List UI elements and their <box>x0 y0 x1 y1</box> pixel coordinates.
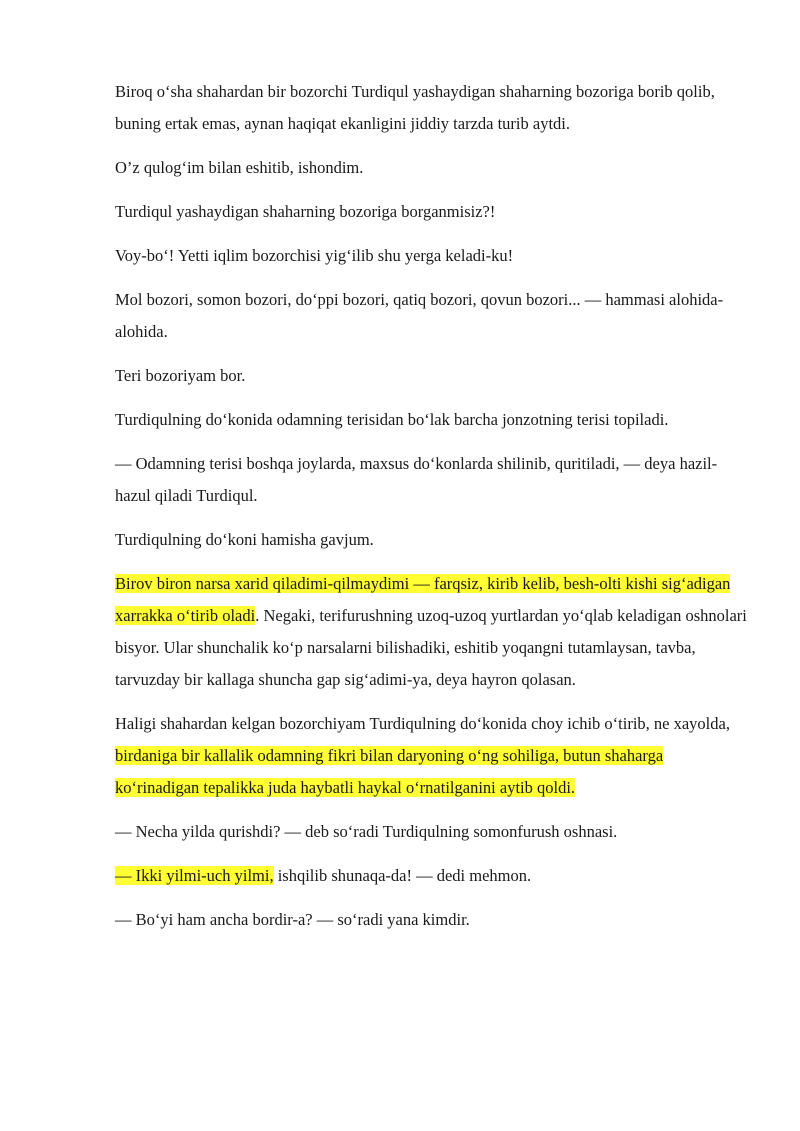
paragraph <box>115 76 747 140</box>
paragraph <box>115 816 747 848</box>
paragraph <box>115 404 747 436</box>
paragraph-text: Turdiqul yashaydigan shaharning bozoriga borganmisiz?! <box>115 202 496 221</box>
paragraph-text: Mol bozori, somon bozori, do‘ppi bozori, qatiq bozori, qovun bozori... — hammasi alohida-alohida. <box>115 290 724 341</box>
paragraph-text: Teri bozoriyam bor. <box>115 366 246 385</box>
paragraph <box>115 196 747 228</box>
paragraph-text: — Necha yilda qurishdi? — deb so‘radi Turdiqulning somonfurush oshnasi. <box>115 822 618 841</box>
paragraph-text: Voy-bo‘! Yetti iqlim bozorchisi yig‘ilib shu yerga keladi-ku! <box>115 246 514 265</box>
paragraph <box>115 152 747 184</box>
paragraph <box>115 708 747 804</box>
paragraph-text: ishqilib shunaqa-da! — dedi mehmon. <box>273 866 532 885</box>
document-page <box>115 76 747 948</box>
highlighted-text: Birov biron narsa xarid qiladimi-qilmaydimi — farqsiz, kirib kelib, besh-olti kishi sig‘adigan xarrakka o‘tirib oladi <box>115 574 731 625</box>
paragraph-text: . Negaki, terifurushning uzoq-uzoq yurtlardan yo‘qlab keladigan oshnolari bisyor. Ular shunchalik ko‘p narsalarni bilishadiki, eshitib yoqangni tutamlaysan, tavba, tarvuzday bir kallaga shuncha gap sig‘adimi-ya, deya hayron qolasan. <box>115 606 747 689</box>
paragraph-text: Haligi shahardan kelgan bozorchiyam Turdiqulning do‘konida choy ichib o‘tirib, ne xayolda, <box>115 714 730 733</box>
paragraph <box>115 284 747 348</box>
paragraph <box>115 524 747 556</box>
paragraph-text: — Bo‘yi ham ancha bordir-a? — so‘radi yana kimdir. <box>115 910 470 929</box>
paragraph-text: O’z qulog‘im bilan eshitib, ishondim. <box>115 158 364 177</box>
paragraph <box>115 360 747 392</box>
paragraph-text: Biroq o‘sha shahardan bir bozorchi Turdiqul yashaydigan shaharning bozoriga borib qolib, buning ertak emas, aynan haqiqat ekanligini jiddiy tarzda turib aytdi. <box>115 82 715 133</box>
paragraph <box>115 240 747 272</box>
paragraph-text: Turdiqulning do‘konida odamning terisidan bo‘lak barcha jonzotning terisi topiladi. <box>115 410 669 429</box>
paragraph <box>115 904 747 936</box>
highlighted-text: — Ikki yilmi-uch yilmi, <box>115 866 274 885</box>
paragraph <box>115 860 747 892</box>
highlighted-text: birdaniga bir kallalik odamning fikri bilan daryoning o‘ng sohiliga, butun shaharga ko‘rinadigan tepalikka juda haybatli haykal o‘rnatilganini aytib qoldi. <box>115 746 664 797</box>
paragraph-text: — Odamning terisi boshqa joylarda, maxsus do‘konlarda shilinib, quritiladi, — deya hazil-hazul qiladi Turdiqul. <box>115 454 718 505</box>
paragraph <box>115 448 747 512</box>
paragraph <box>115 568 747 696</box>
paragraph-text: Turdiqulning do‘koni hamisha gavjum. <box>115 530 374 549</box>
